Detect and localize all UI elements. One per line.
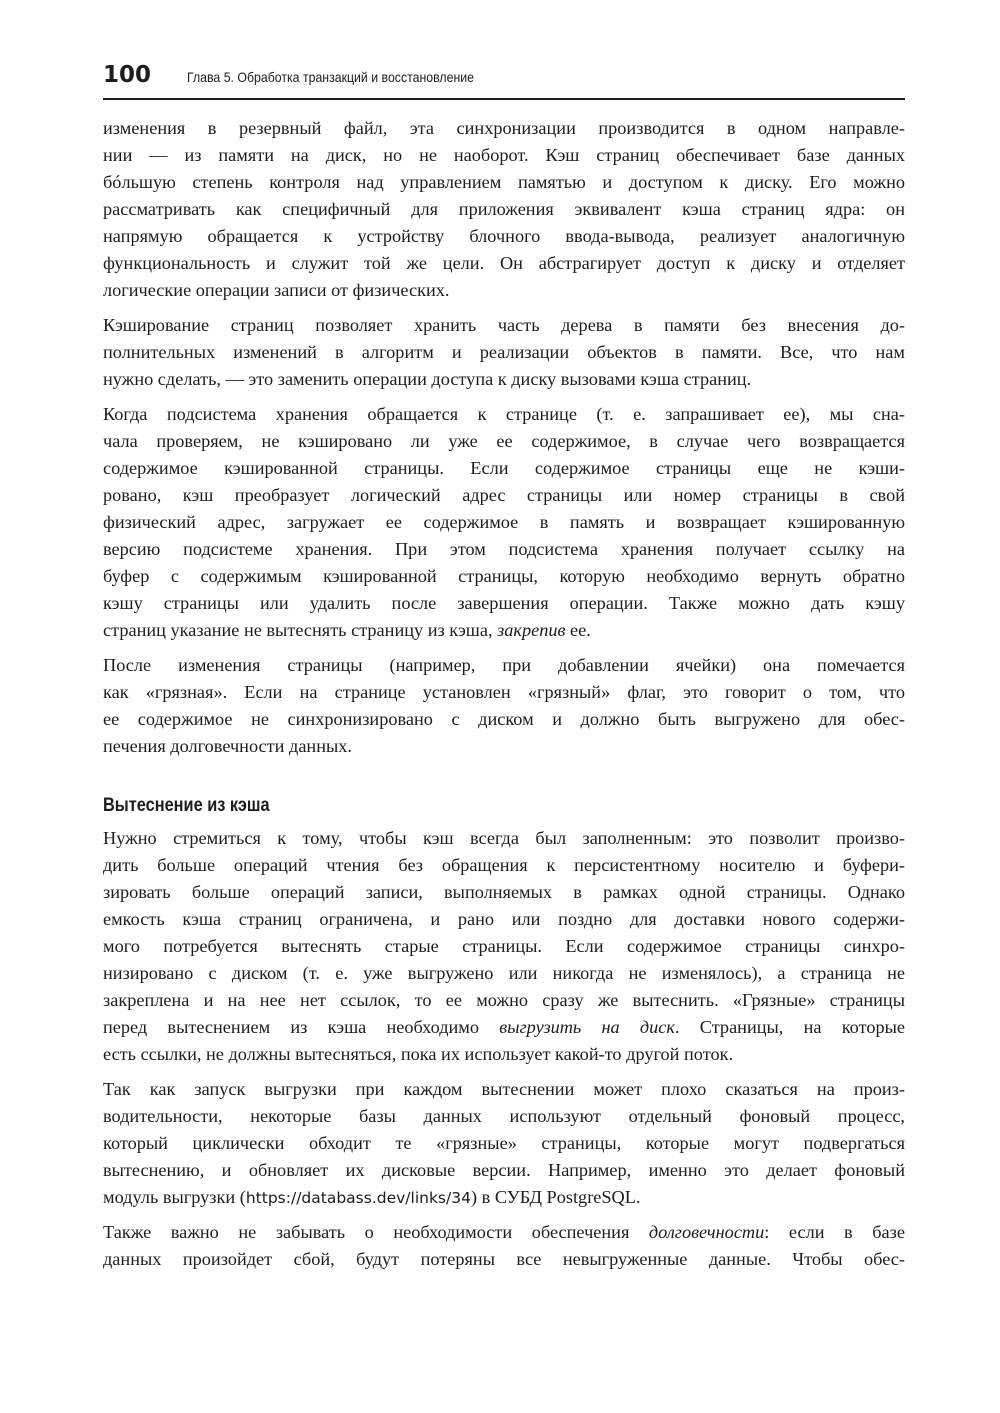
chapter-title: Глава 5. Обработка транзакций и восстановление — [187, 69, 474, 85]
body-text — [103, 115, 905, 1273]
text-line: печения долговечности данных. — [103, 736, 352, 756]
text-run: модуль выгрузки ( — [103, 1187, 246, 1207]
text-line — [103, 1184, 905, 1211]
text-line: буфер с содержимым кэшированной страницы, которую необходимо вернуть обратно — [103, 566, 905, 586]
text-line — [103, 1219, 905, 1246]
paragraph-page-access — [103, 401, 905, 644]
text-run: : если в базе — [764, 1222, 905, 1242]
text-line: напрямую обращается к устройству блочного ввода-вывода, реализует аналогичную — [103, 226, 905, 246]
text-line: зировать больше операций записи, выполняемых в рамках одной страницы. Однако — [103, 882, 905, 902]
emphasis-term: выгрузить на диск — [499, 1017, 675, 1037]
text-line: содержимое кэшированной страницы. Если содержимое страницы еще не кэши- — [103, 458, 905, 478]
page-number: 100 — [103, 62, 152, 88]
text-line: Кэширование страниц позволяет хранить часть дерева в памяти без внесения до- — [103, 315, 905, 335]
text-line: дить больше операций чтения без обращения к персистентному носителю и буфери- — [103, 855, 905, 875]
text-run: ) в СУБД PostgreSQL. — [470, 1187, 641, 1207]
text-line — [103, 1014, 905, 1041]
text-line: Когда подсистема хранения обращается к странице (т. е. запрашивает ее), мы сна- — [103, 404, 905, 424]
text-line: кэшу страницы или удалить после завершения операции. Также можно дать кэшу — [103, 593, 905, 613]
text-run: страниц указание не вытеснять страницу из кэша, — [103, 620, 498, 640]
text-line — [103, 617, 905, 644]
text-line: вытеснению, и обновляет их дисковые версии. Например, именно это делает фоновый — [103, 1160, 905, 1180]
text-line: бóльшую степень контроля над управлением памятью и доступом к диску. Его можно — [103, 172, 905, 192]
text-line: физический адрес, загружает ее содержимое в память и возвращает кэшированную — [103, 512, 905, 532]
text-line: Нужно стремиться к тому, чтобы кэш всегда был заполненным: это позволит произво- — [103, 828, 905, 848]
text-line: полнительных изменений в алгоритм и реализации объектов в памяти. Все, что нам — [103, 342, 905, 362]
text-line: рассматривать как специфичный для приложения эквивалент кэша страниц ядра: он — [103, 199, 905, 219]
text-line: чала проверяем, не кэшировано ли уже ее содержимое, в случае чего возвращается — [103, 431, 905, 451]
book-page — [103, 62, 905, 1281]
paragraph-eviction — [103, 825, 905, 1068]
text-line: мого потребуется вытеснять старые страницы. Если содержимое страницы синхро- — [103, 936, 905, 956]
section-heading: Вытеснение из кэша — [103, 795, 270, 816]
text-line: емкость кэша страниц ограничена, и рано или поздно для доставки нового содержи- — [103, 909, 905, 929]
emphasis-term: долговечности — [648, 1222, 765, 1242]
paragraph-background-flush — [103, 1076, 905, 1211]
text-line: Так как запуск выгрузки при каждом вытеснении может плохо сказаться на произ- — [103, 1079, 905, 1099]
reference-link[interactable]: https://databass.dev/links/34 — [245, 1189, 471, 1207]
running-head — [103, 62, 905, 100]
text-line: ее содержимое не синхронизировано с диском и должно быть выгружено для обес- — [103, 709, 905, 729]
text-line: данных произойдет сбой, будут потеряны все невыгруженные данные. Чтобы обес- — [103, 1249, 905, 1269]
text-line: нии — из памяти на диск, но не наоборот. Кэш страниц обеспечивает базе данных — [103, 145, 905, 165]
paragraph-durability — [103, 1219, 905, 1273]
text-line: версию подсистеме хранения. При этом подсистема хранения получает ссылку на — [103, 539, 905, 559]
emphasis-term: закрепив — [497, 620, 566, 640]
text-run: перед вытеснением из кэша необходимо — [103, 1017, 500, 1037]
text-line: логические операции записи от физических. — [103, 280, 450, 300]
text-line: функциональность и служит той же цели. Он абстрагирует доступ к диску и отделяет — [103, 253, 905, 273]
text-line: есть ссылки, не должны вытесняться, пока их использует какой-то другой поток. — [103, 1044, 734, 1064]
text-line: водительности, некоторые базы данных используют отдельный фоновый процесс, — [103, 1106, 905, 1126]
paragraph-dirty-page — [103, 652, 905, 760]
text-line: ровано, кэш преобразует логический адрес страницы или номер страницы в свой — [103, 485, 905, 505]
text-run: . Страницы, на которые — [674, 1017, 905, 1037]
text-line: закреплена и на нее нет ссылок, то ее можно сразу же вытеснить. «Грязные» страницы — [103, 990, 905, 1010]
text-line: изменения в резервный файл, эта синхронизации производится в одном направле- — [103, 118, 905, 138]
text-line: низировано с диском (т. е. уже выгружено или никогда не изменялось), а страница не — [103, 963, 905, 983]
text-line: После изменения страницы (например, при добавлении ячейки) она помечается — [103, 655, 905, 675]
text-run: ее. — [565, 620, 591, 640]
paragraph-page-caching — [103, 312, 905, 393]
text-line: нужно сделать, — это заменить операции доступа к диску вызовами кэша страниц. — [103, 369, 752, 389]
text-line: который циклически обходит те «грязные» страницы, которые могут подвергаться — [103, 1133, 905, 1153]
text-line: как «грязная». Если на странице установлен «грязный» флаг, это говорит о том, что — [103, 682, 905, 702]
text-run: Также важно не забывать о необходимости обеспечения — [103, 1222, 649, 1242]
paragraph-page-cache-sync — [103, 115, 905, 304]
